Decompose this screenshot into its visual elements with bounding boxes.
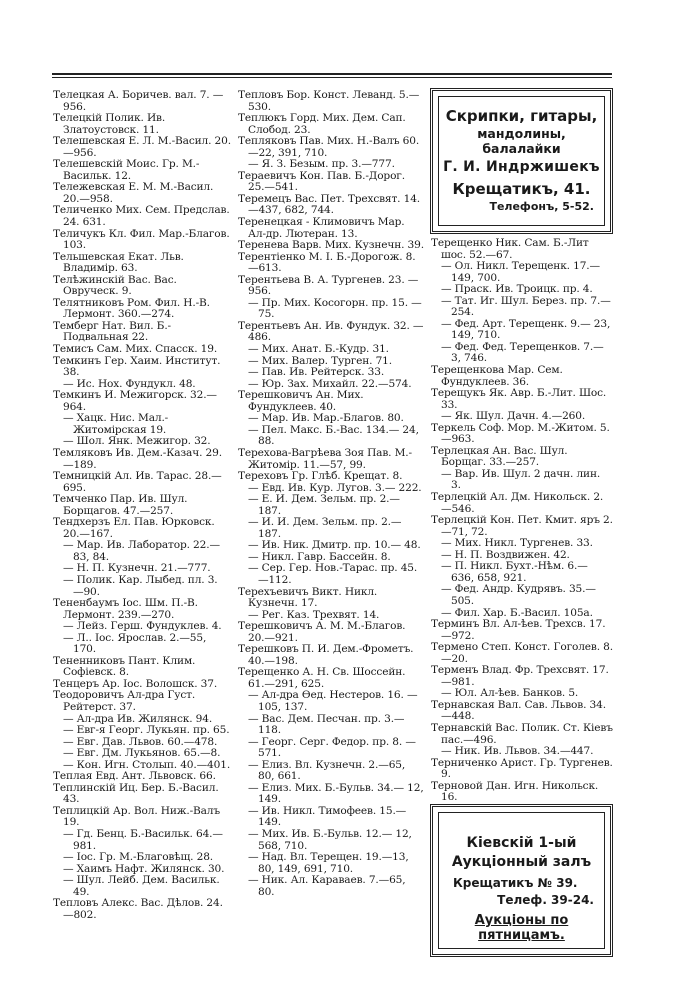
ad-line-1: Кіевскій 1-ый [466,835,577,851]
directory-entry: — Мих. Валер. Турген. 71. [248,354,392,367]
directory-entry: — Мар. Ив. Лаборатор. 22.—83, 84. [63,539,220,563]
directory-entry: Темницкій Ал. Ив. Тарас. 28.—695. [53,470,222,494]
directory-entry: — Лейз. Герш. Фундуклев. 4. [63,620,222,633]
directory-entry: — Юл. Ал-ѣев. Банков. 5. [441,687,579,700]
directory-entry: Тельшевская Екат. Льв. Владимір. 63. [53,250,184,275]
ad-line-5: Аукціоны по пятницамъ. [474,913,569,943]
advertisement-instruments [430,88,613,234]
directory-entry: Тенцеръ Ар. Іос. Волошск. 37. [53,677,218,690]
directory-entry: Тененбаумъ Іос. Шм. П.-В. Лермонт. 239.—270. [53,597,198,621]
directory-entry: Теркель Соф. Мор. М.-Житом. 5.—963. [431,421,610,446]
directory-entry: — Полик. Кар. Лыбед. пл. 3. —90. [63,573,218,598]
directory-entry: — Евд. Ив. Кур. Лугов. 3.— 222. [248,481,422,494]
directory-entry: Тернавская Вал. Сав. Львов. 34.—448. [431,698,606,723]
directory-entry: — Ив. Никл. Тимофеев. 15.— 149. [248,804,407,829]
directory-entry: Терехъевичъ Викт. Никл. Кузнечн. 17. [238,585,378,610]
directory-entry: Терентьевъ Ан. Ив. Фундук. 32. —486. [238,319,424,344]
directory-entry: — Ал-дра Ив. Жилянск. 94. [63,712,213,725]
directory-entry: Терменъ Влад. Фр. Трехсвят. 17.—981. [431,664,609,688]
directory-entry: Теплицкій Ар. Вол. Ниж.-Валъ 19. [53,804,220,829]
directory-entry: Термено Степ. Конст. Гоголев. 8.—20. [431,641,613,665]
directory-entry: — Фед. Арт. Терещенк. 9.— 23, 149, 710. [441,317,611,342]
directory-entry: Теренева Варв. Мих. Кузнечн. 39. [238,239,424,252]
directory-entry: Терлецкая Ан. Вас. Шул. Борщаг. 33.—257. [431,444,568,469]
ad-line-2: мандолины, балалайки [477,126,566,156]
directory-entry: Темляковъ Ив. Дем.-Казач. 29. —189. [53,446,222,471]
directory-entry: — Вар. Ив. Шул. 2 дачн. лин. 3. [441,467,601,492]
directory-entry: — Елиз. Мих. Б.-Бульв. 34.— 12, 149. [248,781,424,806]
directory-entry: Тераевичъ Кон. Пав. Б.-Дорог. 25.—541. [238,169,405,194]
directory-entry: Темберг Нат. Вил. Б.-Подвальная 22. [53,319,171,344]
directory-entry: Терешковъ П. И. Дем.-Фрометъ. 40.—198. [238,643,414,667]
directory-entry: Теличенко Мих. Сем. Предслав. 24. 631. [53,204,230,229]
directory-entry: — Фед. Андр. Кудрявъ. 35.— 505. [441,583,596,607]
ad-inner-frame [438,812,605,949]
directory-entry: Тепляковъ Пав. Мих. Н.-Валъ 60.—22, 391, 710. [238,135,420,159]
directory-entry: Теплая Евд. Ант. Львовск. 66. [53,770,216,783]
ad-line-2: Аукціонный залъ [451,854,592,870]
ad-line-3: Г. И. Индржишекъ [443,159,600,175]
directory-entry: — Ник. Ал. Караваев. 7.—65, 80. [248,874,406,898]
directory-entry: Терещенкова Мар. Сем. Фундуклеев. 36. [431,364,563,388]
directory-entry: Телецкая А. Боричев. вал. 7. —956. [53,89,224,113]
directory-entry: — Фед. Фед. Терещенков. 7.— 3, 746. [441,340,604,365]
directory-entry: Терниченко Арист. Гр. Тургенев. 9. [431,756,613,781]
directory-entry: Телецкій Полик. Ив. Златоустовск. 11. [53,112,166,136]
directory-entry: Теодоровичъ Ал-дра Густ. Рейтерст. 37. [53,689,196,713]
directory-entry: Тереховъ Гр. Глѣб. Крещат. 8. [238,470,403,483]
column-3 [431,238,613,804]
directory-entry: — Ник. Ив. Львов. 34.—447. [441,745,594,758]
directory-entry: — Ол. Никл. Терещенк. 17.— 149, 700. [441,260,600,284]
ad-line-4: Телеф. 39-24. [497,893,594,907]
ad-line-1: Скрипки, гитары, [445,107,598,125]
directory-entry: — Пел. Макс. Б.-Вас. 134.— 24, 88. [248,423,419,448]
directory-entry: — Ив. Ник. Дмитр. пр. 10.— 48. [248,539,421,552]
directory-entry: — Георг. Серг. Федор. пр. 8. —571. [248,735,416,760]
directory-entry: — Хацк. Нис. Мал.-Житомірская 19. [63,412,169,436]
directory-entry: — И. И. Дем. Зельм. пр. 2.— 187. [248,516,402,540]
directory-entry: Тененниковъ Пант. Клим. Софіевск. 8. [53,654,196,679]
directory-entry: — Кон. Игн. Столып. 40.—401. [63,758,231,771]
directory-entry: — П. Никл. Бухт.-Нѣм. 6.— 636, 658, 921. [441,560,588,584]
directory-entry: Теличукъ Кл. Фил. Мар.-Благов. 103. [53,227,230,252]
directory-entry: Телятниковъ Ром. Фил. Н.-В. Лермонт. 360.—274. [53,296,210,321]
directory-entry: — Евг. Дав. Львов. 60.—478. [63,735,218,748]
directory-entry: Телешевская Е. Л. М.-Васил. 20.—956. [53,135,231,159]
directory-entry: — Мих. Ив. Б.-Бульв. 12.— 12, 568, 710. [248,828,412,852]
directory-entry: — Мих. Никл. Тургенев. 33. [441,537,593,550]
directory-entry: — Никл. Гавр. Бассейн. 8. [248,550,391,563]
directory-entry: — Ал-дра Ѳед. Нестеров. 16. —105, 137. [248,689,418,713]
directory-entry: Темкинъ Гер. Хаим. Институт. 38. [53,354,221,379]
directory-entry: — Елиз. Вл. Кузнечн. 2.—65, 80, 661. [248,758,406,783]
directory-entry: — Пав. Ив. Рейтерск. 33. [248,366,385,379]
directory-entry: — Сер. Гер. Нов.-Тарас. пр. 45.—112. [248,562,418,586]
directory-entry: — Евг-я Георг. Лукьян. пр. 65. [63,724,230,737]
directory-entry: Теренецкая - Климовичъ Мар. Ал-др. Лютеран. 13. [238,216,405,240]
directory-entry: — Н. П. Кузнечн. 21.—777. [63,562,211,575]
ad-line-4: Крещатикъ, 41. [452,180,591,198]
directory-entry: — Шул. Лейб. Дем. Васильк. 49. [63,874,220,898]
directory-entry: — Праск. Ив. Троицк. пр. 4. [441,283,593,296]
directory-entry: Терещенко А. Н. Св. Шоссейн. 61.—291, 625. [238,666,406,690]
directory-entry: Терешковичъ Ан. Мих. Фундуклеев. 40. [238,389,364,413]
advertisement-auction [430,804,613,957]
directory-entry: Тендхерзъ Ел. Пав. Юрковск. 20.—167. [53,516,215,540]
directory-entry: Терешковичъ А. М. М.-Благов. 20.—921. [238,620,406,644]
directory-entry: Терехова-Вагрѣева Зоя Пав. М.-Житомір. 11.—57, 99. [238,446,412,471]
directory-entry: — Л.. Іос. Ярослав. 2.—55, 170. [63,631,207,656]
directory-entry: — Ис. Нох. Фундукл. 48. [63,377,196,390]
directory-entry: Тепловъ Бор. Конст. Леванд. 5.—530. [238,89,420,113]
directory-entry: Телешевскій Моис. Гр. М.-Васильк. 12. [53,158,200,182]
directory-entry: — Вас. Дем. Песчан. пр. 3.— 118. [248,712,405,737]
directory-entry: Теремецъ Вас. Пет. Трехсвят. 14.—437, 682, 744. [238,192,421,217]
ad-line-5: Телефонъ, 5-52. [489,200,594,213]
directory-entry: — Е. И. Дем. Зельм. пр. 2.— 187. [248,493,400,517]
directory-entry: Терещукъ Як. Авр. Б.-Лит. Шос. 33. [431,387,607,411]
directory-entry: Терентьева В. А. Тургенев. 23. —956. [238,273,419,298]
directory-entry: Тернавскій Вас. Полик. Ст. Кіевъ пас.—496. [431,721,613,746]
ad-line-3: Крещатикъ № 39. [453,876,578,890]
directory-entry: — Пр. Мих. Косогорн. пр. 15. —75. [248,296,422,321]
directory-entry: Теплинскій Иц. Бер. Б.-Васил. 43. [53,781,219,806]
directory-entry: Телѣжинскій Вас. Вас. Овруческ. 9. [53,273,177,298]
directory-entry: Терновой Дан. Игн. Никольск. 16. [431,779,599,804]
directory-entry: — Евг. Дм. Лукьянов. 65.—8. [63,747,221,760]
top-rule-thick [52,73,612,75]
directory-entry: — Фил. Хар. Б.-Васил. 105а. [441,606,593,619]
directory-entry: Темченко Пар. Ив. Шул. Борщагов. 47.—257. [53,493,188,517]
directory-entry: — Я. З. Безым. пр. 3.—777. [248,158,395,171]
column-2 [238,90,424,898]
directory-entry: — Мих. Анат. Б.-Кудр. 31. [248,343,389,356]
directory-entry: — Юр. Зах. Михайл. 22.—574. [248,377,412,390]
directory-entry: Терминъ Вл. Ал-ѣев. Трехсв. 17.—972. [431,618,606,642]
ad-inner-frame [438,96,605,226]
directory-entry: Теплюкъ Горд. Мих. Дем. Сап. Слобод. 23. [238,112,406,136]
directory-entry: — Як. Шул. Дачн. 4.—260. [441,410,586,423]
directory-entry: — Мар. Ив. Мар.-Благов. 80. [248,412,404,425]
directory-entry: — Іос. Гр. М.-Благовѣщ. 28. [63,851,214,864]
directory-entry: — Шол. Янк. Межигор. 32. [63,435,211,448]
directory-entry: Темисъ Сам. Мих. Спасск. 19. [53,343,218,356]
column-1 [53,90,231,921]
directory-entry: — Тат. Иг. Шул. Берез. пр. 7.—254. [441,294,611,319]
directory-entry: — Гд. Бенц. Б.-Васильк. 64.— 981. [63,828,223,852]
directory-entry: Тепловъ Алекс. Вас. Дѣлов. 24.—802. [53,897,223,921]
directory-entry: Терентіенко М. I. Б.-Дорогож. 8.—613. [238,250,416,275]
directory-entry: Терлецкій Кон. Пет. Кмит. яръ 2.—71, 72. [431,514,613,538]
directory-entry: — Рег. Каз. Трехвят. 14. [248,608,380,621]
top-rule-thin [52,77,612,78]
directory-entry: Темкинъ И. Межигорск. 32.—964. [53,389,217,413]
directory-entry: — Н. П. Воздвижен. 42. [441,548,570,561]
directory-entry: Тележевская Е. М. М.-Васил. 20.—958. [53,181,214,205]
directory-entry: Терещенко Ник. Сам. Б.-Лит шос. 52.—67. [431,237,589,261]
directory-entry: — Над. Вл. Терещен. 19.—13, 80, 149, 691, 710. [248,851,409,875]
directory-entry: Терлецкій Ал. Дм. Никольск. 2.—546. [431,491,604,515]
directory-entry: — Хаимъ Нафт. Жилянск. 30. [63,862,225,875]
